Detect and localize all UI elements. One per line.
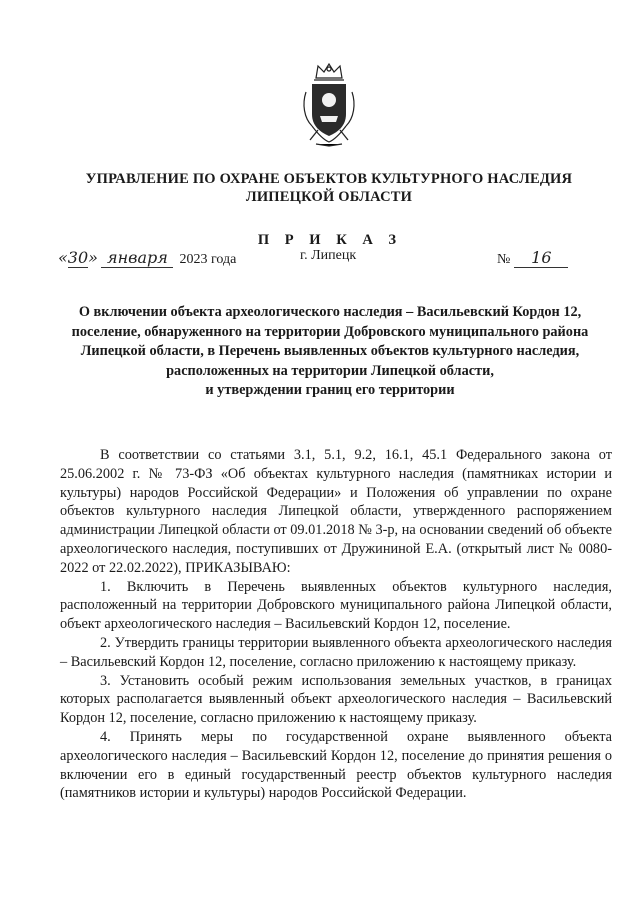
preamble-paragraph: В соответствии со статьями 3.1, 5.1, 9.2, 16.1, 45.1 Федерального закона от 25.06.2002 г. № 73-ФЗ «Об объектах культурного наследия (памятниках истории и культуры) народов Российской Федерации» и Положения об управлении по охране объектов культурного наследия Липецкой области, утвержденного распоряжением администрации Липецкой области от 09.01.2018 № 3-р, на основании сведений об объекте археологического наследия, поступивших от Дружининой Е.А. (открытый лист № 0080-2022 от 22.02.2022), ПРИКАЗЫВАЮ: xyxy=(60,447,612,576)
order-item-2: 2. Утвердить границы территории выявленного объекта археологического наследия – Васильевский Кордон 12, поселение, согласно приложению к настоящему приказу. xyxy=(60,634,612,670)
organization-name-line-1: УПРАВЛЕНИЕ ПО ОХРАНЕ ОБЪЕКТОВ КУЛЬТУРНОГО НАСЛЕДИЯ xyxy=(85,171,573,187)
order-subject xyxy=(50,303,610,401)
order-item-3: 3. Установить особый режим использования земельных участков, в границах которых располагается выявленный объект археологического наследия – Васильевский Кордон 12, поселение, согласно приложению к настоящему приказу. xyxy=(60,672,612,727)
date-year: 2023 года xyxy=(179,252,237,267)
date-month: января xyxy=(101,248,173,268)
subject-line-5: и утверждении границ его территории xyxy=(205,382,455,398)
number-value: 16 xyxy=(514,248,568,268)
organization-header xyxy=(40,170,618,206)
organization-name-line-2: ЛИПЕЦКОЙ ОБЛАСТИ xyxy=(245,189,413,205)
order-city: г. Липецк xyxy=(300,248,357,263)
order-item-1: 1. Включить в Перечень выявленных объектов культурного наследия, расположенный на территории Добровского муниципального района Липецкой области, объект археологического наследия – Васильевский Кордон 12, поселение. xyxy=(60,578,612,633)
number-label: № xyxy=(497,252,511,267)
date-open-quote: « xyxy=(58,248,68,267)
subject-line-1: О включении объекта археологического наследия – Васильевский Кордон 12, xyxy=(78,304,582,320)
document-type-title: П Р И К А З xyxy=(257,232,403,248)
order-item-4: 4. Принять меры по государственной охране выявленного объекта археологического наследия – Васильевский Кордон 12, поселение до принятия решения о включении его в единый государственный реестр объектов культурного наследия (памятников истории и культуры) народов Российской Федерации. xyxy=(60,728,612,802)
subject-line-4: расположенных на территории Липецкой области, xyxy=(166,362,494,379)
date-day: 30 xyxy=(67,248,89,267)
date-close-quote: » xyxy=(88,248,98,267)
order-number xyxy=(497,248,568,268)
order-body xyxy=(60,446,612,803)
subject-line-2: поселение, обнаруженного на территории Добровского муниципального района xyxy=(71,323,589,340)
subject-line-3: Липецкой области, в Перечень выявленных объектов культурного наследия, xyxy=(80,343,580,359)
order-date xyxy=(58,248,236,268)
coat-of-arms-icon xyxy=(298,60,360,156)
